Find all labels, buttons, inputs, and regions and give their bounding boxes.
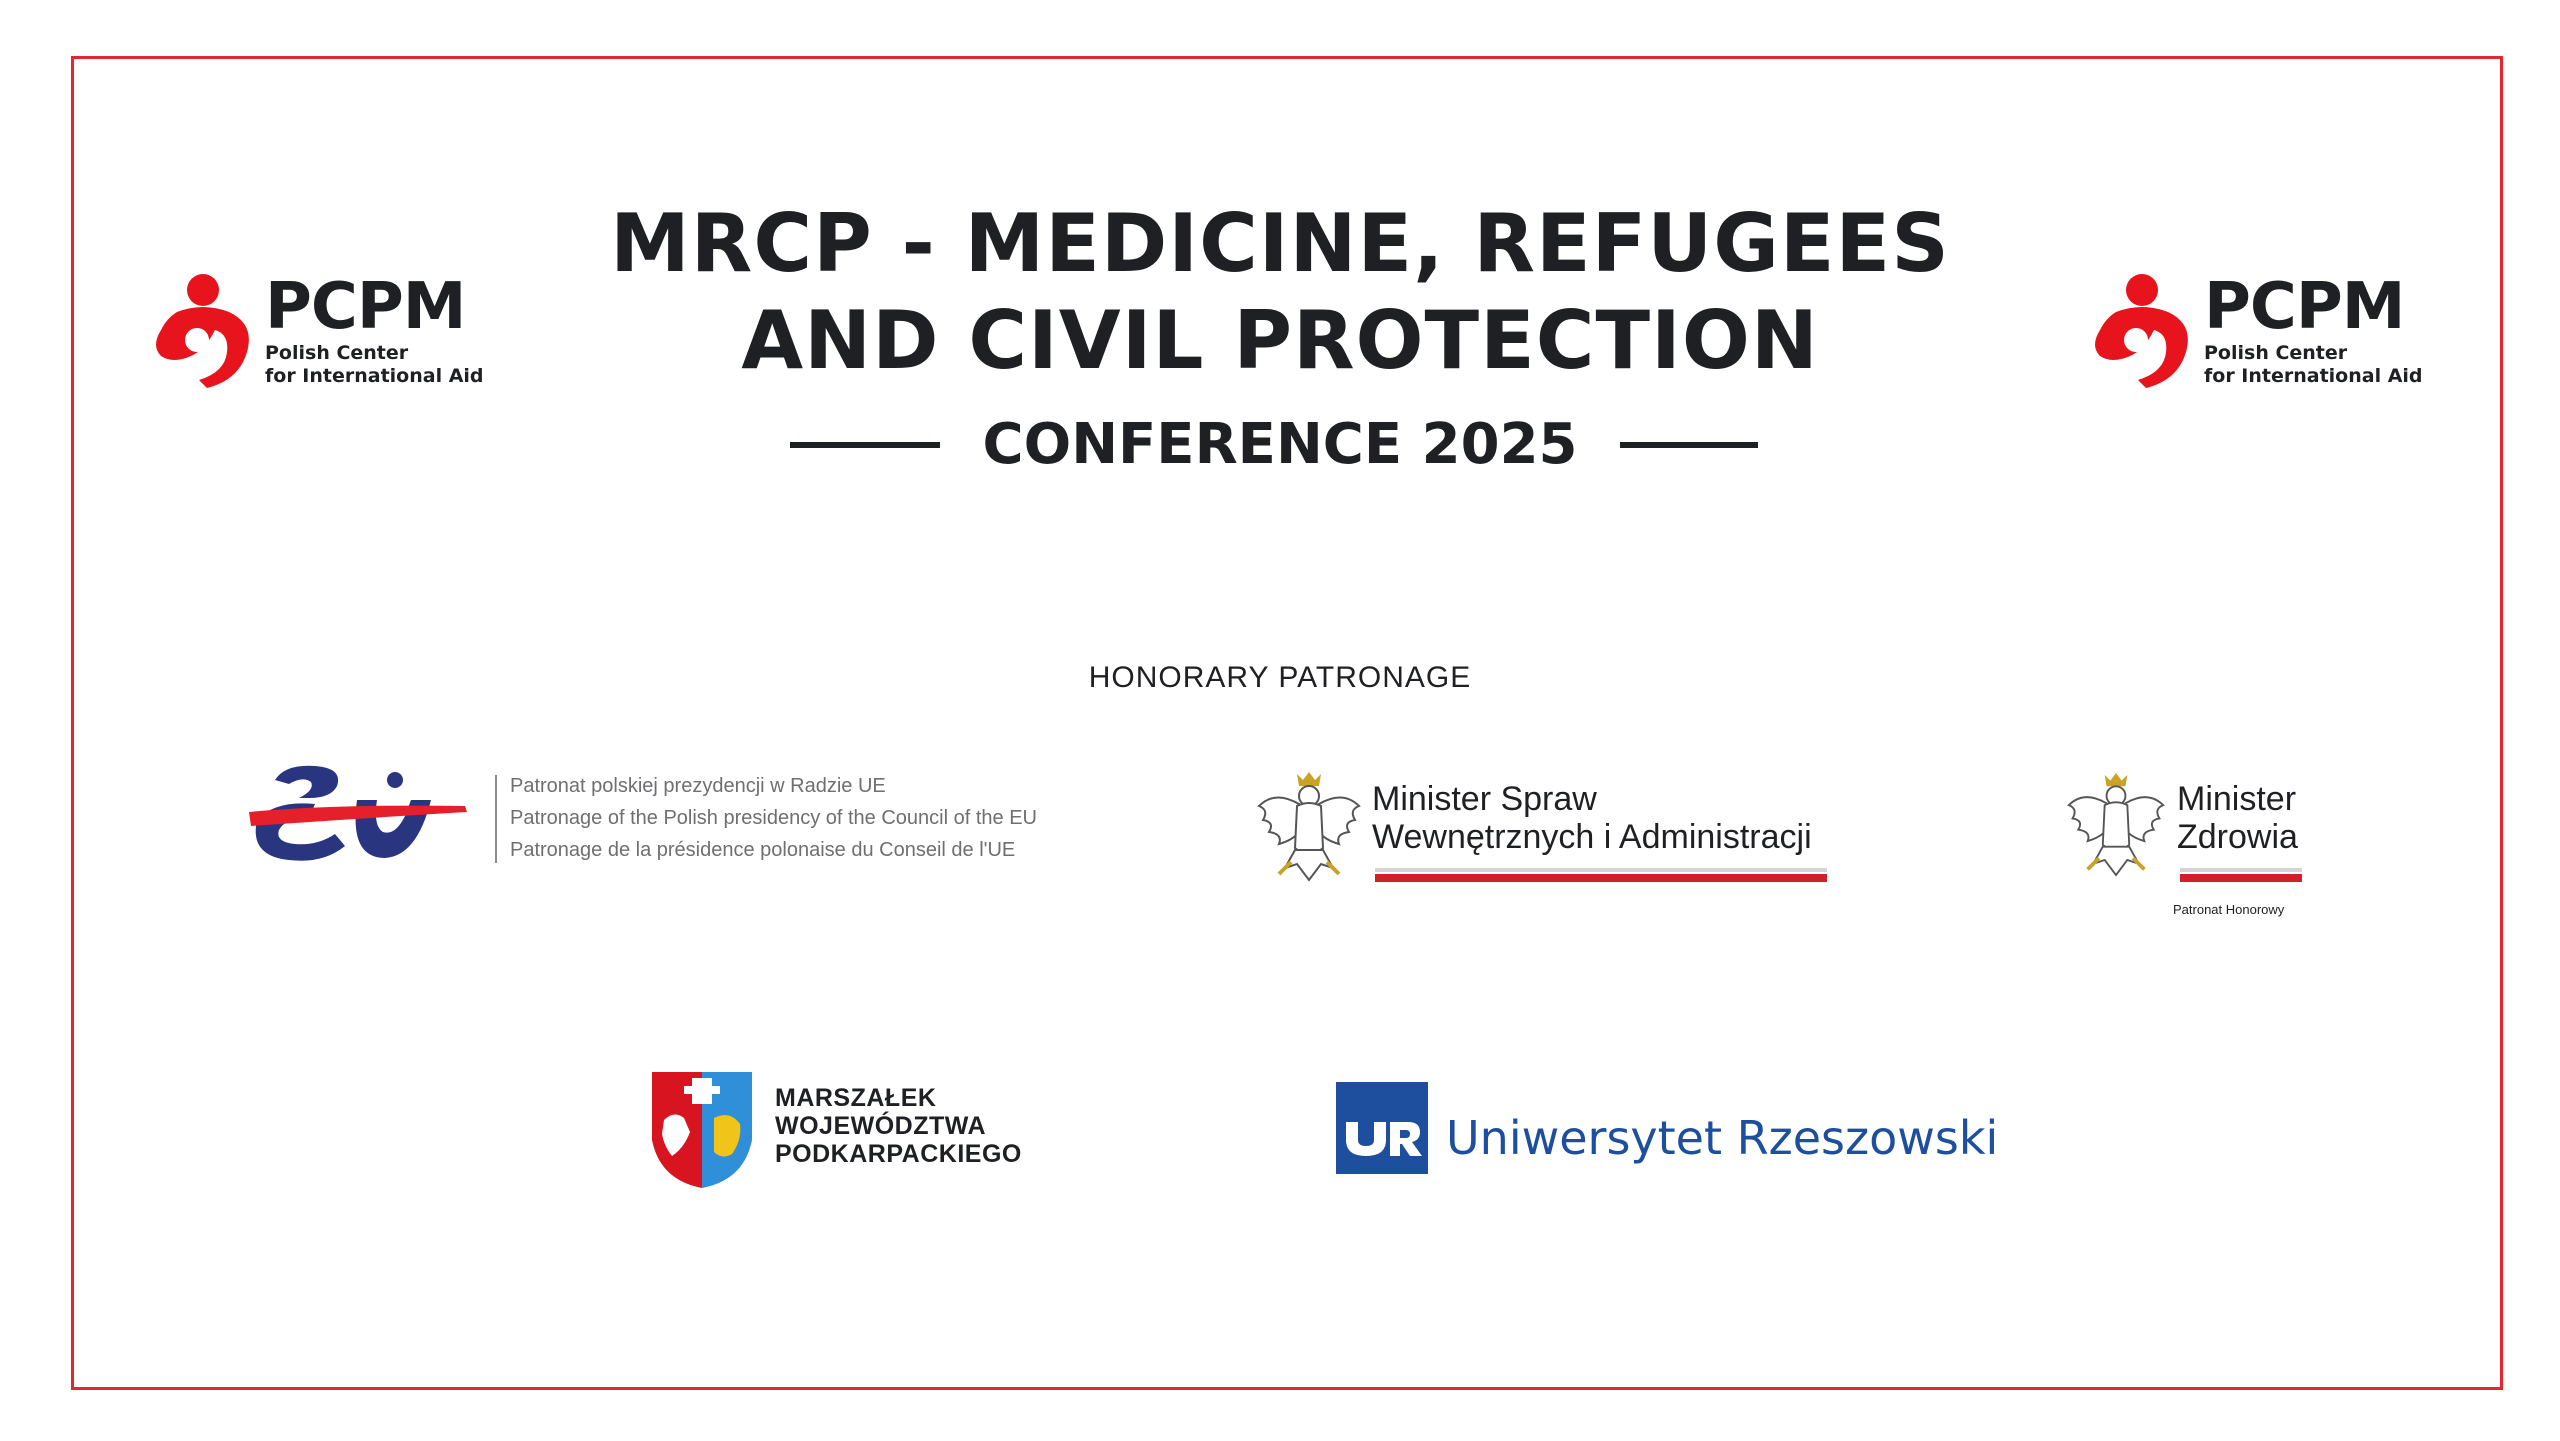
pcpm-subtitle-line1: Polish Center bbox=[2204, 342, 2348, 364]
podkarpackie-coat-of-arms-icon bbox=[650, 1070, 754, 1190]
eu-presidency-line1: Patronat polskiej prezydencji w Radzie UE bbox=[510, 775, 886, 797]
pcpm-subtitle-line2: for International Aid bbox=[265, 365, 484, 387]
conference-rule-right bbox=[1620, 442, 1758, 448]
pcpm-figure-icon bbox=[2094, 272, 2194, 390]
minister-health-rule-red bbox=[2180, 874, 2302, 882]
minister-interior-line1: Minister Spraw bbox=[1372, 780, 1597, 818]
ur-logo-icon bbox=[1336, 1082, 1428, 1174]
minister-interior-rule-white bbox=[1375, 868, 1827, 872]
minister-health-name bbox=[2177, 780, 2298, 856]
pcpm-wordmark: PCPM bbox=[2204, 270, 2405, 344]
eu-presidency-logo-icon bbox=[245, 760, 470, 870]
marszalek-name bbox=[775, 1084, 1022, 1168]
pcpm-logo-right bbox=[2094, 270, 2423, 397]
polish-eagle-icon bbox=[2065, 770, 2167, 880]
eu-presidency-text bbox=[510, 770, 1037, 866]
eu-presidency-line3: Patronage de la présidence polonaise du Conseil de l'UE bbox=[510, 839, 1016, 861]
conference-title bbox=[560, 195, 2000, 389]
pcpm-subtitle-line2: for International Aid bbox=[2204, 365, 2423, 387]
marszalek-line2: WOJEWÓDZTWA bbox=[775, 1112, 987, 1140]
ur-monogram-icon bbox=[1336, 1082, 1428, 1174]
pcpm-logo-left bbox=[155, 270, 484, 397]
marszalek-line1: MARSZAŁEK bbox=[775, 1084, 937, 1112]
title-line1: MRCP - MEDICINE, REFUGEES bbox=[610, 197, 1950, 290]
minister-health-note: Patronat Honorowy bbox=[2173, 902, 2285, 917]
marszalek-line3: PODKARPACKIEGO bbox=[775, 1140, 1022, 1168]
university-name: Uniwersytet Rzeszowski bbox=[1446, 1111, 1999, 1165]
minister-interior-line2: Wewnętrznych i Administracji bbox=[1372, 818, 1812, 856]
minister-interior-name bbox=[1372, 780, 1812, 856]
polish-eagle-icon bbox=[1255, 770, 1363, 884]
conference-rule-left bbox=[790, 442, 940, 448]
minister-health-rule-white bbox=[2180, 868, 2302, 872]
eu-presidency-line2: Patronage of the Polish presidency of the Council of the EU bbox=[510, 807, 1037, 829]
eu-separator bbox=[495, 775, 497, 863]
honorary-patronage-heading: HONORARY PATRONAGE bbox=[1088, 661, 1472, 694]
minister-interior-rule-red bbox=[1375, 874, 1827, 882]
pcpm-wordmark: PCPM bbox=[265, 270, 466, 344]
minister-health-line2: Zdrowia bbox=[2177, 818, 2298, 856]
pcpm-subtitle-line1: Polish Center bbox=[265, 342, 409, 364]
pcpm-figure-icon bbox=[155, 272, 255, 390]
conference-year: CONFERENCE 2025 bbox=[982, 412, 1578, 477]
minister-health-line1: Minister bbox=[2177, 780, 2297, 818]
title-line2: AND CIVIL PROTECTION bbox=[741, 294, 1819, 387]
